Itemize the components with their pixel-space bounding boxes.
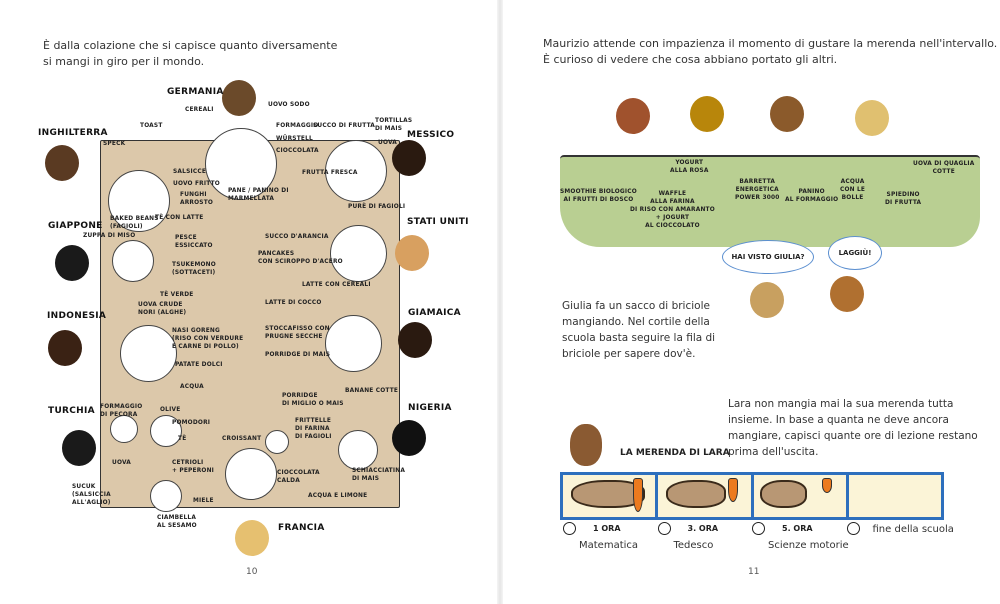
person-illustration bbox=[398, 322, 432, 358]
food-label: FUNGHI ARROSTO bbox=[180, 190, 214, 206]
clock-icon bbox=[658, 522, 671, 535]
giulia-text: Giulia fa un sacco di briciole mangiando. Nel cortile della scuola basta seguire la fila di briciole per sapere dov'è. bbox=[562, 300, 716, 360]
food-label: MIELE bbox=[193, 496, 214, 504]
lara-illustration bbox=[570, 424, 602, 466]
food-label: SCHIACCIATINA DI MAIS bbox=[352, 466, 406, 482]
food-label: UOVO FRITTO bbox=[173, 179, 220, 187]
subject-label: Scienze motorie bbox=[768, 540, 849, 551]
food-label: TÈ bbox=[178, 434, 187, 442]
person-illustration bbox=[616, 98, 650, 134]
hour-label: 1 ORA bbox=[593, 524, 621, 533]
sandwich-illustration bbox=[760, 480, 807, 508]
food-label: PANE / PANINO DI MARMELLATA bbox=[228, 186, 289, 202]
food-label: CETRIOLI + PEPERONI bbox=[172, 458, 215, 474]
country-label: FRANCIA bbox=[278, 523, 325, 533]
person-illustration bbox=[392, 420, 426, 456]
food-label: ACQUA E LIMONE bbox=[308, 491, 368, 499]
plate-illustration bbox=[120, 325, 177, 382]
food-label: LATTE CON CEREALI bbox=[302, 280, 371, 288]
snack-label: SMOOTHIE BIOLOGICO AI FRUTTI DI BOSCO bbox=[560, 187, 637, 203]
food-label: PESCE ESSICCATO bbox=[175, 233, 213, 249]
food-label: UOVA bbox=[112, 458, 131, 466]
clock-icon bbox=[752, 522, 765, 535]
country-label: GIAMAICA bbox=[408, 308, 461, 318]
plate-illustration bbox=[338, 430, 378, 470]
food-label: CROISSANT bbox=[222, 434, 262, 442]
food-label: SALSICCE bbox=[173, 167, 207, 175]
plate-illustration bbox=[110, 415, 138, 443]
food-label: ZUPPA DI MISO bbox=[83, 231, 136, 239]
country-label: STATI UNITI bbox=[407, 217, 469, 227]
food-label: BAKED BEANS (FAGIOLI) bbox=[110, 214, 159, 230]
food-label: FRUTTA FRESCA bbox=[302, 168, 358, 176]
food-label: CEREALI bbox=[185, 105, 214, 113]
food-label: TÈ VERDE bbox=[160, 290, 194, 298]
food-label: LATTE DI COCCO bbox=[265, 298, 322, 306]
snack-label: PANINO AL FORMAGGIO bbox=[785, 187, 839, 203]
food-label: TORTILLAS DI MAIS bbox=[375, 116, 413, 132]
clock-icon bbox=[563, 522, 576, 535]
snack-label: WAFFLE ALLA FARINA DI RISO CON AMARANTO + JOGURT AL CIOCCOLATO bbox=[630, 189, 715, 229]
country-label: TURCHIA bbox=[48, 406, 95, 416]
food-label: STOCCAFISSO CON PRUGNE SECCHE bbox=[265, 324, 330, 340]
plate-illustration bbox=[265, 430, 289, 454]
person-illustration bbox=[235, 520, 269, 556]
country-label: INDONESIA bbox=[47, 311, 107, 321]
food-label: OLIVE bbox=[160, 405, 181, 413]
snack-label: BARRETTA ENERGETICA POWER 3000 bbox=[735, 177, 780, 201]
plate-illustration bbox=[150, 480, 182, 512]
person-illustration bbox=[855, 100, 889, 136]
food-label: FORMAGGIO DI PECORA bbox=[100, 402, 143, 418]
food-label: SPECK bbox=[103, 139, 126, 147]
food-label: PORRIDGE DI MAIS bbox=[265, 350, 331, 358]
food-label: UOVA bbox=[378, 138, 397, 146]
food-label: CIOCCOLATA CALDA bbox=[277, 468, 320, 484]
country-label: NIGERIA bbox=[408, 403, 452, 413]
intro-text: È dalla colazione che si capisce quanto diversamente si mangi in giro per il mondo. bbox=[43, 39, 338, 68]
country-label: GERMANIA bbox=[167, 87, 224, 97]
country-label: MESSICO bbox=[407, 130, 455, 140]
clock-icon bbox=[847, 522, 860, 535]
speech-bubble bbox=[828, 236, 882, 270]
person-illustration bbox=[222, 80, 256, 116]
food-label: SUCUK (SALSICCIA ALL'AGLIO) bbox=[72, 482, 111, 506]
snack-label: YOGURT ALLA ROSA bbox=[670, 158, 709, 174]
carrot-illustration bbox=[728, 478, 738, 502]
timeline-segment bbox=[849, 475, 941, 517]
lara-text: Lara non mangia mai la sua merenda tutta insieme. In base a quanta ne deve ancora mangiare, capisci quante ore di lezione restano prima dell'uscita. bbox=[728, 398, 978, 458]
food-label: PANCAKES CON SCIROPPO D'ACERO bbox=[258, 249, 343, 265]
food-label: TÈ CON LATTE bbox=[155, 213, 204, 221]
bubble-text: HAI VISTO GIULIA? bbox=[731, 253, 805, 261]
subject-label: fine della scuola bbox=[872, 524, 954, 535]
merenda-title: LA MERENDA DI LARA bbox=[620, 448, 730, 458]
food-label: PORRIDGE DI MIGLIO O MAIS bbox=[282, 391, 344, 407]
page-number: 10 bbox=[246, 567, 258, 577]
person-illustration bbox=[55, 245, 89, 281]
speech-bubble bbox=[722, 240, 814, 274]
food-label: PATATE DOLCI bbox=[175, 360, 223, 368]
country-label: GIAPPONE bbox=[48, 221, 103, 231]
plate-illustration bbox=[225, 448, 277, 500]
person-illustration bbox=[62, 430, 96, 466]
food-label: POMODORI bbox=[172, 418, 211, 426]
food-label: FORMAGGIO bbox=[276, 121, 319, 129]
food-label: CIOCCOLATA bbox=[276, 146, 319, 154]
country-label: INGHILTERRA bbox=[38, 128, 108, 138]
food-label: CIAMBELLA AL SESAMO bbox=[157, 513, 197, 529]
snack-label: ACQUA CON LE BOLLE bbox=[840, 177, 866, 201]
person-illustration bbox=[830, 276, 864, 312]
subject-label: Tedesco bbox=[673, 540, 714, 551]
intro-text: Maurizio attende con impazienza il momento di gustare la merenda nell'intervallo. È curioso di vedere che cosa abbiano portato gli altri. bbox=[543, 37, 998, 66]
subject-label: Matematica bbox=[579, 540, 639, 551]
food-label: SUCCO D'ARANCIA bbox=[265, 232, 329, 240]
sandwich-illustration bbox=[666, 480, 726, 508]
hour-label: 3. ORA bbox=[687, 524, 719, 533]
person-illustration bbox=[45, 145, 79, 181]
food-label: PURÈ DI FAGIOLI bbox=[348, 202, 406, 210]
hour-label: 5. ORA bbox=[782, 524, 813, 533]
person-illustration bbox=[392, 140, 426, 176]
food-label: TSUKEMONO (SOTTACETI) bbox=[172, 260, 216, 276]
food-label: BANANE COTTE bbox=[345, 386, 399, 394]
person-illustration bbox=[395, 235, 429, 271]
food-label: FRITTELLE DI FARINA DI FAGIOLI bbox=[295, 416, 332, 440]
food-label: SUCCO DI FRUTTA bbox=[313, 121, 376, 129]
snack-label: SPIEDINO DI FRUTTA bbox=[885, 190, 922, 206]
person-illustration bbox=[770, 96, 804, 132]
person-illustration bbox=[750, 282, 784, 318]
page-number: 11 bbox=[748, 567, 760, 577]
food-label: UOVO SODO bbox=[268, 100, 310, 108]
plate-illustration bbox=[325, 315, 382, 372]
food-label: UOVA CRUDE NORI (ALGHE) bbox=[138, 300, 187, 316]
carrot-illustration bbox=[633, 478, 643, 512]
bubble-text: LAGGIÙ! bbox=[838, 249, 872, 257]
food-label: WÜRSTELL bbox=[276, 134, 313, 142]
food-label: TOAST bbox=[140, 121, 163, 129]
food-label: NASI GORENG (RISO CON VERDURE E CARNE DI POLLO) bbox=[172, 326, 244, 350]
person-illustration bbox=[690, 96, 724, 132]
plate-illustration bbox=[112, 240, 154, 282]
food-label: ACQUA bbox=[180, 382, 204, 390]
snack-label: UOVA DI QUAGLIA COTTE bbox=[913, 159, 975, 175]
person-illustration bbox=[48, 330, 82, 366]
